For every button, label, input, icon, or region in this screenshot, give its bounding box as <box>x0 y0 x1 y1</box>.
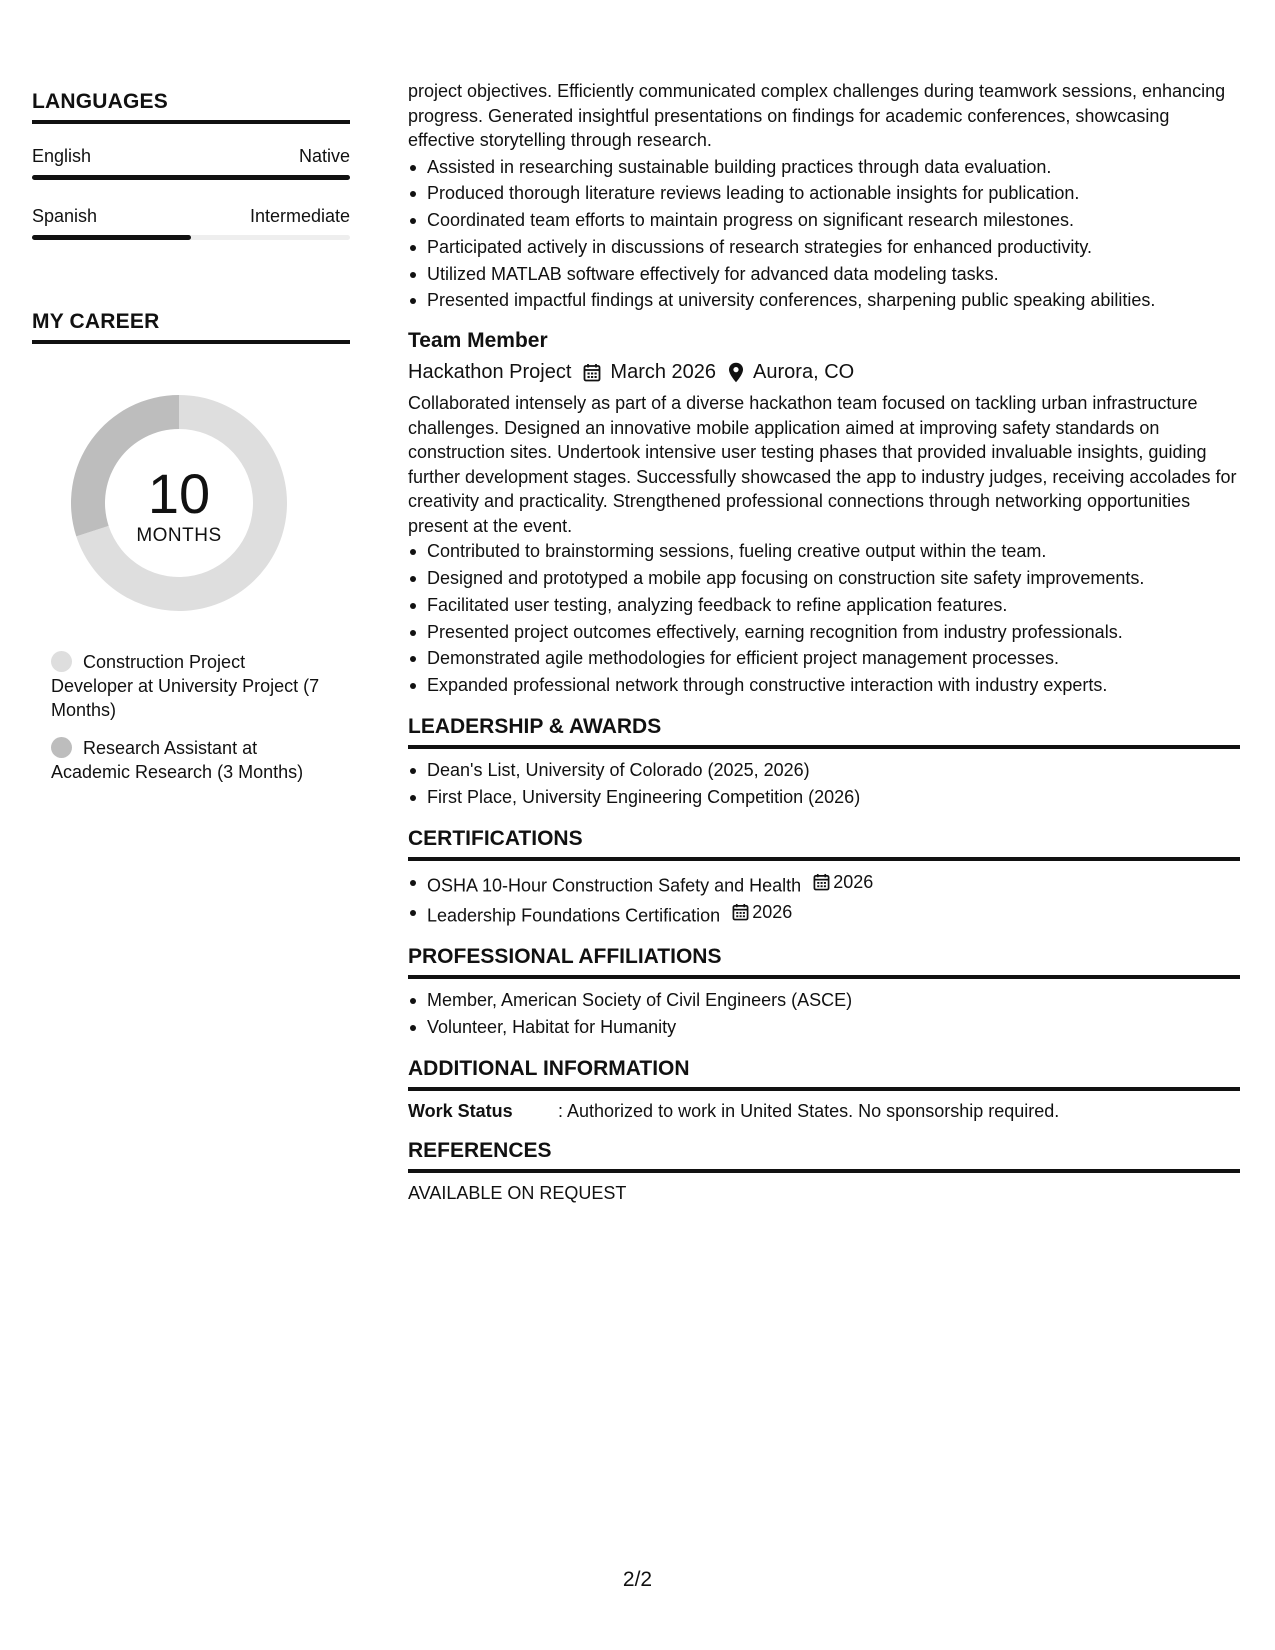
references-heading: REFERENCES <box>408 1137 1240 1173</box>
list-item: Contributed to brainstorming sessions, fueling creative output within the team. <box>408 538 1240 565</box>
list-item: Coordinated team efforts to maintain progress on significant research milestones. <box>408 207 1240 234</box>
list-item: Expanded professional network through constructive interaction with industry experts. <box>408 672 1240 699</box>
languages-heading: LANGUAGES <box>32 90 350 124</box>
main-content <box>408 79 1240 1206</box>
list-item: Presented impactful findings at university conferences, sharpening public speaking abilities. <box>408 287 1240 314</box>
language-level: Native <box>298 146 350 166</box>
certifications-heading: CERTIFICATIONS <box>408 825 1240 861</box>
experience-bullets <box>408 154 1240 315</box>
career-heading: MY CAREER <box>32 310 350 344</box>
language-name: Spanish <box>32 206 98 226</box>
list-item: Dean's List, University of Colorado (2025, 2026) <box>408 757 1240 784</box>
certifications-list <box>408 869 1240 929</box>
list-item <box>408 869 1240 899</box>
work-status-row <box>408 1099 1240 1124</box>
legend-dot-icon <box>51 737 72 758</box>
map-pin-icon <box>728 362 744 383</box>
leadership-heading: LEADERSHIP & AWARDS <box>408 713 1240 749</box>
list-item: First Place, University Engineering Competition (2026) <box>408 784 1240 811</box>
list-item: Demonstrated agile methodologies for efficient project management processes. <box>408 645 1240 672</box>
job-date: March 2026 <box>610 361 717 384</box>
certification-name: OSHA 10-Hour Construction Safety and Health <box>427 875 802 896</box>
career-legend-item <box>51 736 322 784</box>
list-item: Participated actively in discussions of research strategies for enhanced productivity. <box>408 234 1240 261</box>
list-item: Produced thorough literature reviews leading to actionable insights for publication. <box>408 180 1240 207</box>
language-level: Intermediate <box>249 206 350 226</box>
career-legend <box>32 650 322 784</box>
list-item: Volunteer, Habitat for Humanity <box>408 1014 1240 1041</box>
sidebar <box>32 90 350 798</box>
list-item: Member, American Society of Civil Engineers (ASCE) <box>408 987 1240 1014</box>
language-item <box>32 146 350 180</box>
language-proficiency-fill <box>32 235 191 240</box>
job-organization: Hackathon Project <box>408 361 572 384</box>
job-location: Aurora, CO <box>753 361 855 384</box>
calendar-icon <box>583 363 601 382</box>
experience-paragraph: project objectives. Efficiently communicated complex challenges during teamwork sessions, enhancing progress. Generated insightful presentations on findings for academic conferences, showcasing effective storytelling through research. <box>408 81 1226 150</box>
career-donut-chart <box>64 388 294 618</box>
language-proficiency-bar <box>32 175 350 180</box>
language-proficiency-fill <box>32 175 350 180</box>
career-total-months: 10 <box>147 462 211 525</box>
certification-name: Leadership Foundations Certification <box>427 905 721 926</box>
list-item: Assisted in researching sustainable building practices through data evaluation. <box>408 154 1240 181</box>
references-text: AVAILABLE ON REQUEST <box>408 1183 627 1204</box>
legend-dot-icon <box>51 651 72 672</box>
leadership-list <box>408 757 1240 811</box>
affiliations-heading: PROFESSIONAL AFFILIATIONS <box>408 943 1240 979</box>
career-legend-item <box>51 650 322 722</box>
calendar-icon <box>732 903 749 921</box>
certification-year: 2026 <box>833 871 874 892</box>
list-item: Presented project outcomes effectively, earning recognition from industry professionals. <box>408 619 1240 646</box>
career-legend-text: Construction Project Developer at University Project (7 Months) <box>51 652 320 720</box>
additional-info-heading: ADDITIONAL INFORMATION <box>408 1055 1240 1091</box>
language-item <box>32 206 350 240</box>
work-status-label: Work Status <box>408 1100 513 1121</box>
language-proficiency-bar <box>32 235 350 240</box>
job-description: Collaborated intensely as part of a diverse hackathon team focused on tackling urban infrastructure challenges. Designed an innovative mobile application aimed at improving safety standards on construction sites. Undertook intensive user testing phases that provided invaluable insights, guiding further development stages. Successfully showcased the app to industry judges, receiving accolades for creativity and practicality. Strengthened professional connections through networking opportunities present at the event. <box>408 393 1237 536</box>
work-status-value: : Authorized to work in United States. No sponsorship required. <box>558 1100 1060 1121</box>
career-legend-text: Research Assistant at Academic Research (3 Months) <box>51 738 304 782</box>
list-item: Designed and prototyped a mobile app focusing on construction site safety improvements. <box>408 565 1240 592</box>
list-item: Utilized MATLAB software effectively for advanced data modeling tasks. <box>408 261 1240 288</box>
language-name: English <box>32 146 92 166</box>
job-title: Team Member <box>408 329 548 353</box>
affiliations-list <box>408 987 1240 1041</box>
list-item: Facilitated user testing, analyzing feedback to refine application features. <box>408 592 1240 619</box>
certification-year: 2026 <box>752 901 793 922</box>
list-item <box>408 899 1240 929</box>
career-months-label: MONTHS <box>136 525 222 546</box>
calendar-icon <box>813 873 830 891</box>
page-number: 2/2 <box>622 1568 653 1591</box>
job-bullets <box>408 538 1240 699</box>
job-meta <box>408 358 1240 386</box>
